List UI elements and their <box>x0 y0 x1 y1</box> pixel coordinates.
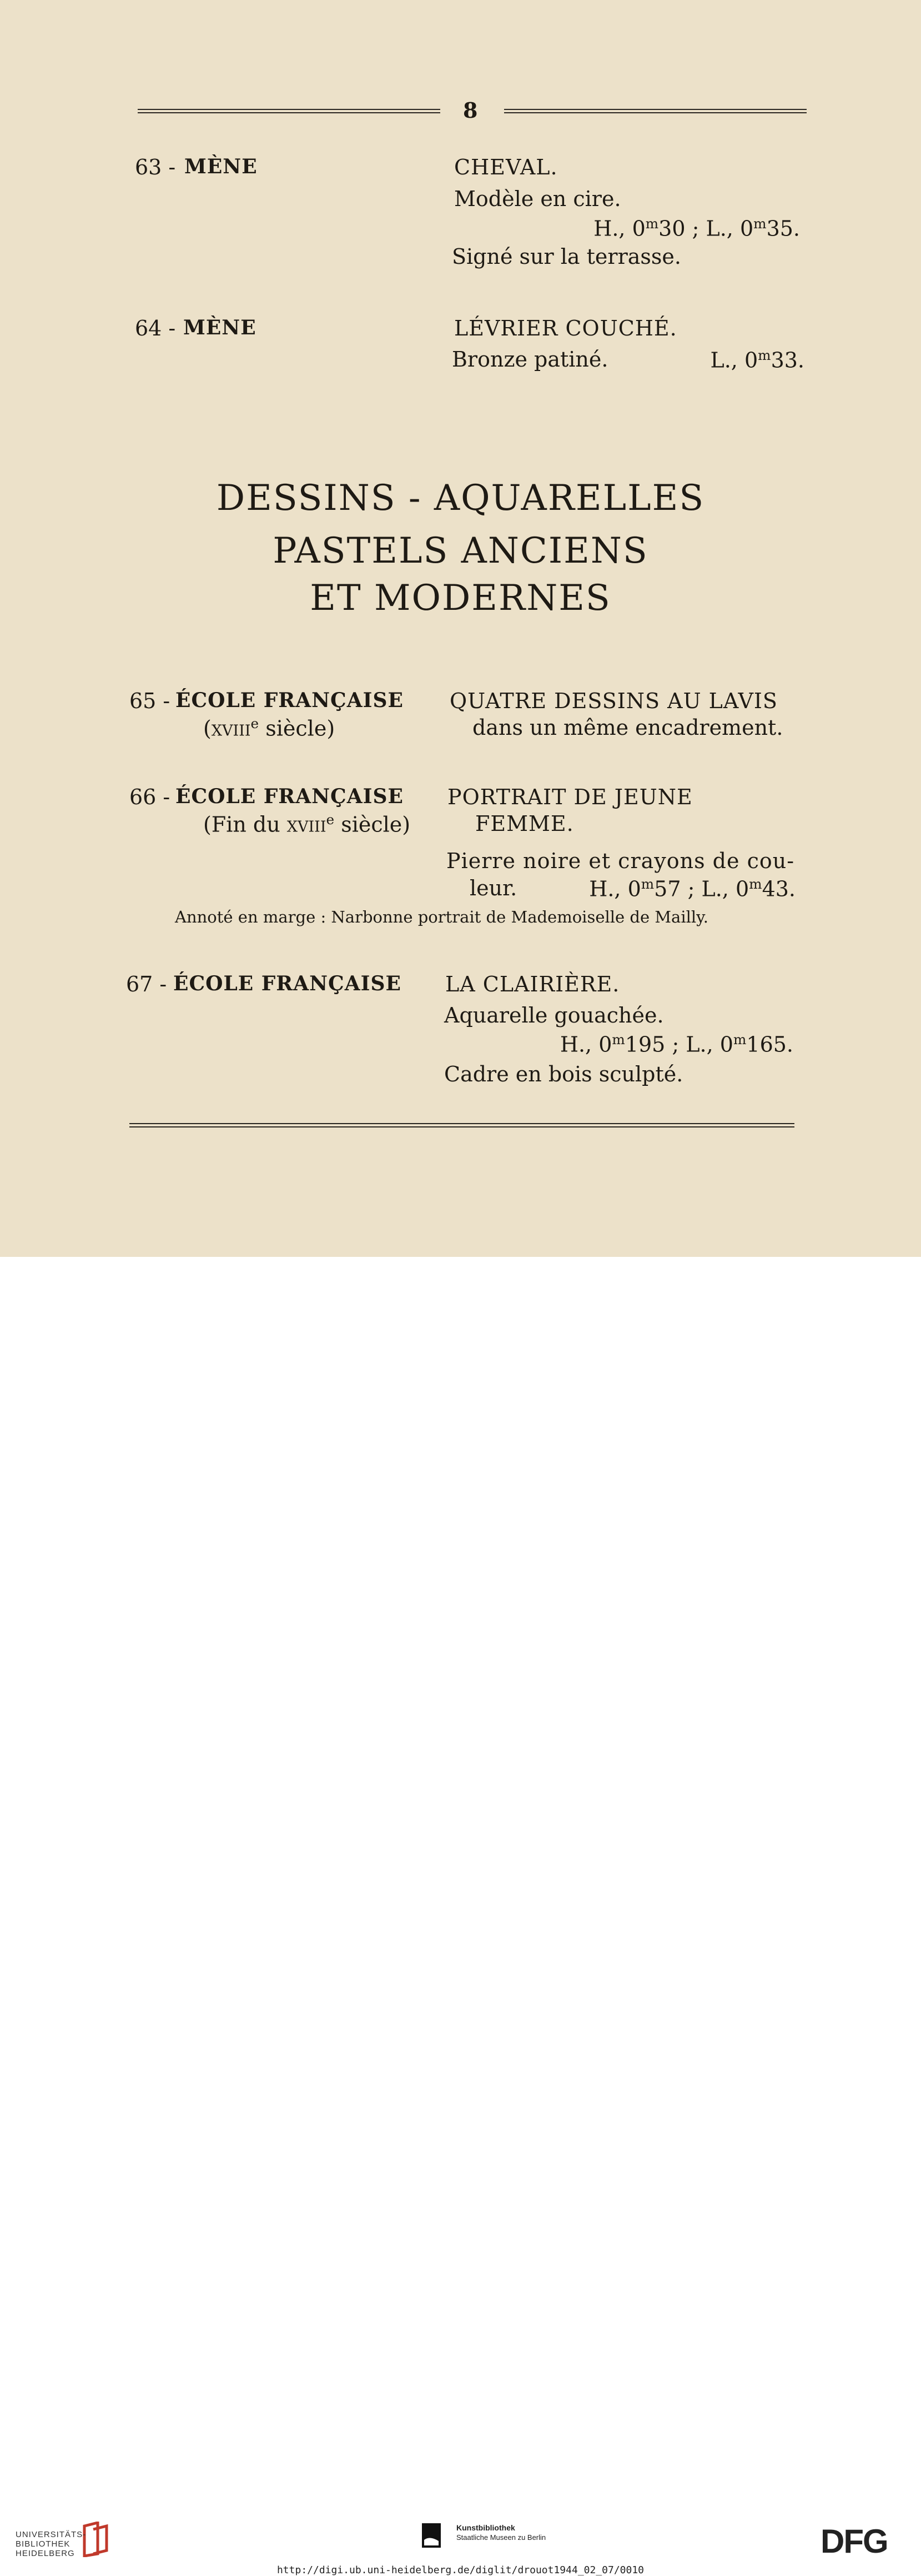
title-66-line-1: PORTRAIT DE JEUNE <box>447 785 693 809</box>
dimensions-63: H., 0$^m$30 ; L., 0$^m$35. <box>593 215 800 241</box>
material-67: Aquarelle gouachée. <box>444 1003 664 1028</box>
subtitle-65: dans un même encadrement. <box>472 715 783 740</box>
scanned-page <box>0 0 921 1257</box>
dimensions-64: L., 0$^m$33. <box>710 347 804 373</box>
footer-rule <box>129 1123 794 1127</box>
kunstbibliothek-title: Kunstbibliothek <box>456 2523 515 2532</box>
lot-number-66: 66 - <box>129 785 170 809</box>
material-66-line-2: leur. <box>470 876 517 900</box>
section-heading-line-2: PASTELS ANCIENS <box>273 530 648 572</box>
university-line-1: UNIVERSITÄTS- <box>16 2530 87 2539</box>
page-url[interactable]: http://digi.ub.uni-heidelberg.de/diglit/drouot1944_02_07/0010 <box>276 2564 645 2576</box>
artist-64: MÈNE <box>183 316 256 339</box>
material-63: Modèle en cire. <box>454 187 621 211</box>
title-65: QUATRE DESSINS AU LAVIS <box>450 689 778 713</box>
dimensions-66: H., 0$^m$57 ; L., 0$^m$43. <box>589 876 796 901</box>
period-66: (Fin du xviii$^e$ siècle) <box>203 811 411 837</box>
university-line-2: BIBLIOTHEK <box>16 2539 71 2549</box>
title-64: LÉVRIER COUCHÉ. <box>454 316 677 340</box>
section-heading-line-1: DESSINS - AQUARELLES <box>216 478 705 519</box>
lot-number-65: 65 - <box>129 689 170 713</box>
section-heading-line-3: ET MODERNES <box>310 578 611 619</box>
period-65: (xviii$^e$ siècle) <box>203 715 335 741</box>
lot-number-67: 67 - <box>126 972 167 996</box>
artist-63: MÈNE <box>184 155 258 178</box>
page-number: 8 <box>463 98 478 123</box>
viewer-footer <box>0 1257 921 2576</box>
title-63: CHEVAL. <box>454 155 558 179</box>
artist-67: ÉCOLE FRANÇAISE <box>173 972 401 995</box>
header-rule-left <box>138 109 440 113</box>
dfg-logo: DFG <box>821 2523 888 2560</box>
annotation-66: Annoté en marge : Narbonne portrait de Mademoiselle de Mailly. <box>175 908 708 926</box>
university-line-3: HEIDELBERG <box>16 2549 75 2558</box>
lot-number-64: 64 - <box>135 316 176 340</box>
title-66-line-2: FEMME. <box>475 811 574 836</box>
material-66-line-1: Pierre noire et crayons de cou- <box>446 849 795 873</box>
artist-65: ÉCOLE FRANÇAISE <box>175 689 404 712</box>
dimensions-67: H., 0$^m$195 ; L., 0$^m$165. <box>560 1031 793 1057</box>
kunstbibliothek-subtitle: Staatliche Museen zu Berlin <box>456 2533 546 2542</box>
title-67: LA CLAIRIÈRE. <box>445 972 620 996</box>
university-library-name <box>16 2530 86 2558</box>
lot-number-63: 63 - <box>135 155 176 179</box>
note-63: Signé sur la terrasse. <box>452 244 681 269</box>
artist-66: ÉCOLE FRANÇAISE <box>175 785 404 808</box>
material-64: Bronze patiné. <box>452 347 608 372</box>
header-rule-right <box>504 109 807 113</box>
note-67: Cadre en bois sculpté. <box>444 1062 683 1086</box>
kunstbibliothek-logo-icon <box>422 2523 441 2548</box>
